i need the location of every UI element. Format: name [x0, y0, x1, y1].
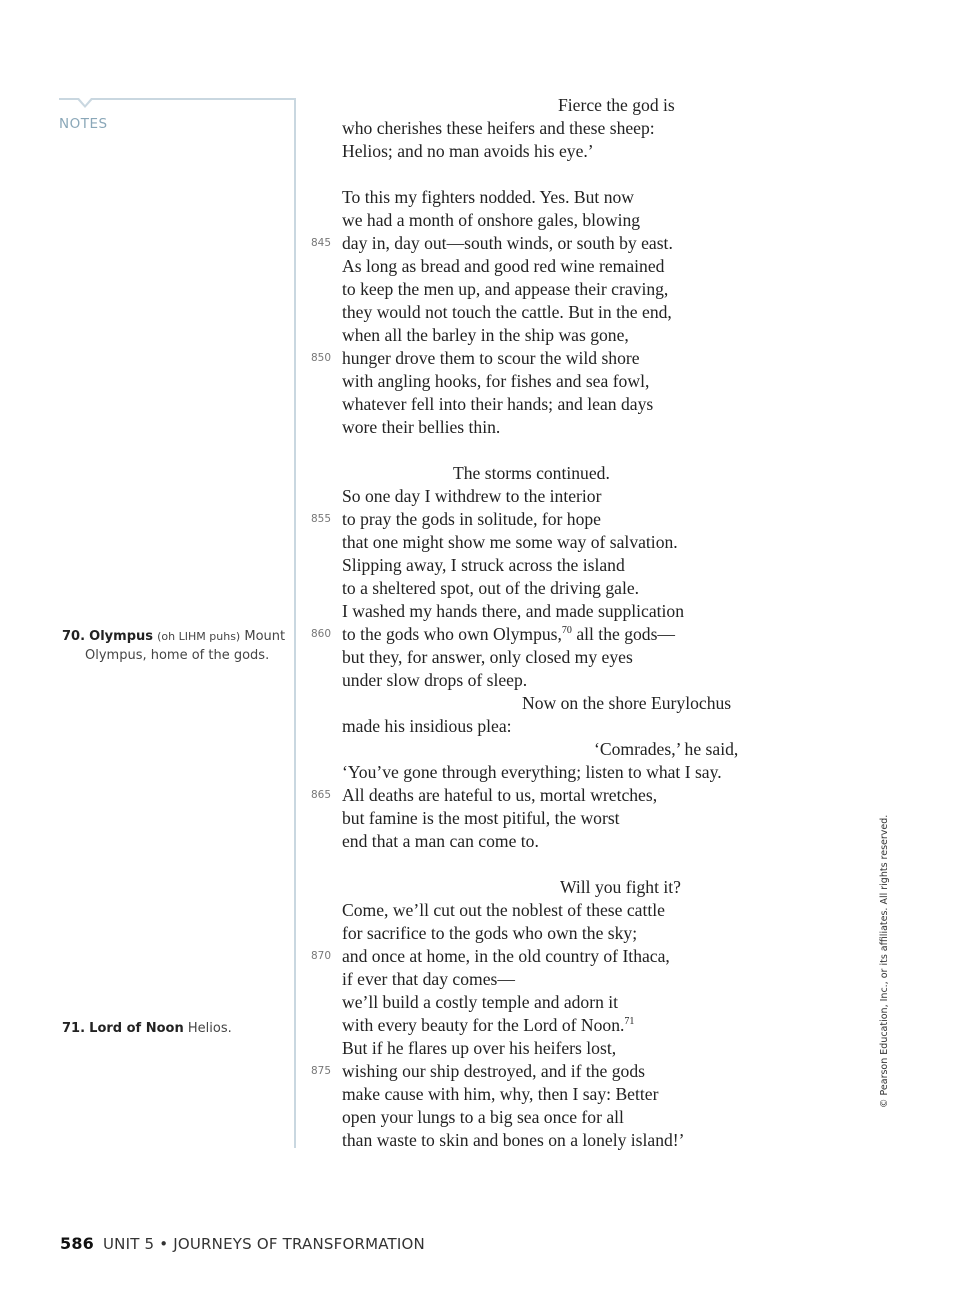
poem-line-text: All deaths are hateful to us, mortal wretches,	[342, 785, 658, 805]
line-number: 875	[311, 1065, 332, 1077]
poem-line-text: all the gods—	[571, 624, 676, 644]
poem-line: but famine is the most pitiful, the worst	[342, 808, 620, 828]
poem-line-text: day in, day out—south winds, or south by east.	[342, 233, 673, 253]
poem-line: to keep the men up, and appease their craving,	[342, 279, 669, 299]
poem-line-text: to the gods who own Olympus,	[342, 624, 562, 644]
footnote-number: 71.	[62, 1021, 86, 1036]
poem-line-numbered	[311, 945, 762, 968]
notes-label: NOTES	[59, 116, 108, 132]
poem-text	[311, 94, 762, 1152]
poem-line: under slow drops of sleep.	[342, 670, 528, 690]
poem-line: As long as bread and good red wine remained	[342, 256, 665, 276]
page-number: 586	[60, 1234, 94, 1253]
footnote-ref-71: 71	[624, 1016, 635, 1028]
footnote-number: 70.	[62, 629, 86, 644]
unit-title: UNIT 5 • JOURNEYS OF TRANSFORMATION	[102, 1235, 425, 1253]
line-number: 850	[311, 352, 332, 364]
notes-top-rule	[59, 98, 296, 100]
poem-line: I washed my hands there, and made supplication	[342, 601, 685, 621]
poem-line: who cherishes these heifers and these sheep:	[342, 118, 655, 138]
poem-line: ‘Comrades,’ he said,	[594, 739, 739, 759]
line-number: 860	[311, 628, 332, 640]
poem-line-numbered	[311, 508, 762, 531]
poem-line: The storms continued.	[453, 463, 610, 483]
poem-line-numbered	[311, 347, 762, 370]
footnote-pronunciation: (oh LIHM puhs)	[157, 630, 241, 643]
poem-line: but they, for answer, only closed my eyes	[342, 647, 633, 667]
poem-line: with angling hooks, for fishes and sea fowl,	[342, 371, 650, 391]
footnote-definition-cont: Olympus, home of the gods.	[85, 648, 270, 663]
line-number: 870	[311, 950, 332, 962]
poem-line-text: wishing our ship destroyed, and if the gods	[342, 1061, 645, 1081]
poem-line: that one might show me some way of salvation.	[342, 532, 678, 552]
poem-line: Slipping away, I struck across the island	[342, 555, 625, 575]
poem-line: To this my fighters nodded. Yes. But now	[342, 187, 635, 207]
poem-line-numbered	[311, 1060, 762, 1083]
poem-line: end that a man can come to.	[342, 831, 539, 851]
poem-line: wore their bellies thin.	[342, 417, 501, 437]
poem-line	[342, 1014, 762, 1037]
line-number: 845	[311, 237, 332, 249]
footnote-definition: Helios.	[187, 1021, 232, 1036]
notes-divider-rule	[294, 98, 296, 1148]
footnote-definition-start: Mount	[244, 629, 286, 644]
poem-line: we had a month of onshore gales, blowing	[342, 210, 641, 230]
poem-line: they would not touch the cattle. But in the end,	[342, 302, 672, 322]
copyright-notice: © Pearson Education, Inc., or its affiliates. All rights reserved.	[879, 814, 890, 1108]
poem-line-text: with every beauty for the Lord of Noon.	[342, 1015, 625, 1035]
poem-line-numbered	[311, 784, 762, 807]
stanza-break	[342, 853, 762, 876]
stanza-break	[342, 163, 762, 186]
poem-line: ‘You’ve gone through everything; listen to what I say.	[342, 762, 722, 782]
footnote-ref-70: 70	[561, 625, 572, 637]
poem-line: So one day I withdrew to the interior	[342, 486, 602, 506]
poem-line-text: hunger drove them to scour the wild shore	[342, 348, 640, 368]
poem-line: made his insidious plea:	[342, 716, 512, 736]
poem-line: whatever fell into their hands; and lean days	[342, 394, 654, 414]
footnote-term: Lord of Noon	[89, 1021, 184, 1036]
poem-line-text: to pray the gods in solitude, for hope	[342, 509, 601, 529]
poem-line: make cause with him, why, then I say: Better	[342, 1084, 659, 1104]
poem-line: Come, we’ll cut out the noblest of these cattle	[342, 900, 665, 920]
poem-line: Helios; and no man avoids his eye.’	[342, 141, 594, 161]
poem-line: Fierce the god is	[558, 95, 675, 115]
poem-line: if ever that day comes—	[342, 969, 515, 989]
footnote-term: Olympus	[89, 629, 153, 644]
poem-line: But if he flares up over his heifers lost,	[342, 1038, 617, 1058]
poem-line: we’ll build a costly temple and adorn it	[342, 992, 619, 1012]
footnote-70	[62, 627, 290, 665]
poem-line-numbered	[311, 232, 762, 255]
stanza-break	[342, 439, 762, 462]
poem-line-numbered	[311, 623, 762, 646]
line-number: 855	[311, 513, 332, 525]
poem-line-text: and once at home, in the old country of Ithaca,	[342, 946, 670, 966]
notes-notch-inner	[79, 98, 91, 105]
poem-line: than waste to skin and bones on a lonely island!’	[342, 1130, 685, 1150]
footnote-71	[62, 1019, 290, 1038]
page-footer	[60, 1234, 425, 1253]
line-number: 865	[311, 789, 332, 801]
poem-line: open your lungs to a big sea once for all	[342, 1107, 624, 1127]
poem-line: when all the barley in the ship was gone,	[342, 325, 629, 345]
poem-line: Now on the shore Eurylochus	[522, 693, 732, 713]
poem-line: for sacrifice to the gods who own the sky;	[342, 923, 638, 943]
poem-line: Will you fight it?	[560, 877, 681, 897]
poem-line: to a sheltered spot, out of the driving gale.	[342, 578, 640, 598]
